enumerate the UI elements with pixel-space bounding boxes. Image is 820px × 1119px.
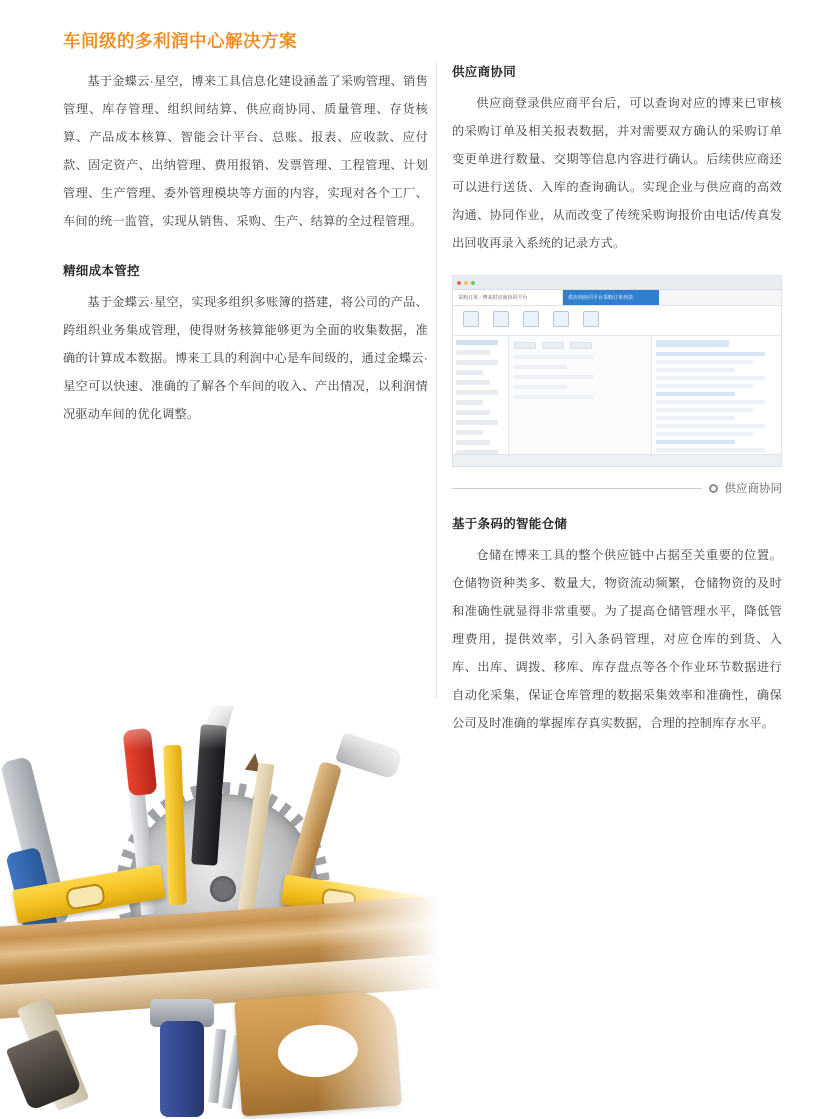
panel-row — [656, 368, 735, 372]
panel-row — [656, 384, 753, 388]
sidebar-row — [456, 370, 483, 375]
column-divider — [436, 62, 437, 762]
panel-row — [656, 424, 765, 428]
cost-control-block — [63, 261, 428, 428]
screw-icon — [208, 1029, 226, 1104]
sidebar-row — [456, 410, 490, 415]
panel-row — [656, 432, 753, 436]
hammer-head-icon — [335, 732, 403, 780]
window-close-dot — [457, 281, 461, 285]
right-column — [452, 62, 782, 755]
grid-row — [514, 365, 567, 369]
window-minimize-dot — [464, 281, 468, 285]
screenshot-sidebar — [453, 336, 509, 466]
screenshot-body — [453, 306, 781, 466]
panel-row — [656, 416, 735, 420]
sidebar-row — [456, 430, 483, 435]
clamp-body-icon — [160, 1021, 204, 1117]
sidebar-row — [456, 390, 498, 395]
sidebar-row — [456, 380, 490, 385]
panel-row — [656, 440, 735, 444]
panel-row — [656, 400, 765, 404]
grid-toolbar-chip — [570, 342, 592, 349]
screenshot-titlebar — [453, 276, 781, 290]
hand-saw-icon — [234, 990, 402, 1117]
panel-row — [656, 376, 765, 380]
screenshot-detail-panel — [651, 336, 781, 466]
supplier-block — [452, 62, 782, 257]
section-paragraph-cost-control: 基于金蝶云·星空，实现多组织多账簿的搭建，将公司的产品、跨组织业务集成管理，使得财务核算能够更为全面的收集数据，准确的计算成本数据。博来工具的利润中心是车间级的，通过金蝶云·星空可以快速、准确的了解各个车间的收入、产出情况，以利润情况驱动车间的优化调整。 — [63, 295, 428, 421]
sidebar-row — [456, 360, 498, 365]
section-heading-warehouse: 基于条码的智能仓储 — [452, 517, 568, 531]
screenshot-statusbar — [453, 454, 781, 466]
caption-bullet-icon — [709, 484, 718, 493]
intro-block — [63, 67, 428, 235]
panel-heading — [656, 340, 729, 347]
section-paragraph-warehouse: 仓储在博来工具的整个供应链中占据至关重要的位置。仓储物资种类多、数量大，物资流动频繁，仓储物资的及时和准确性就显得非常重要。为了提高仓储管理水平，降低管理费用，提供效率，引入条码管理，对应仓库的到货、入库、出库、调拨、移库、库存盘点等各个作业环节数据进行自动化采集，保证仓库管理的数据采集效率和准确性，确保公司及时准确的掌握库存真实数据，合理的控制库存水平。 — [452, 548, 782, 730]
left-column — [63, 28, 428, 454]
intro-paragraph: 基于金蝶云·星空，博来工具信息化建设涵盖了采购管理、销售管理、库存管理、组织间结算、供应商协同、质量管理、存货核算、产品成本核算、智能会计平台、总账、报表、应收款、应付款、固定资产、出纳管理、费用报销、发票管理、工程管理、计划管理、生产管理、委外管理模块等方面的内容，实现对各个工厂、车间的统一监管，实现从销售、采购、生产、结算的全过程管理。 — [63, 74, 428, 228]
panel-row — [656, 360, 753, 364]
section-heading-cost-control: 精细成本管控 — [63, 264, 140, 278]
screenshot-ribbon — [453, 306, 781, 336]
panel-row — [656, 408, 753, 412]
window-maximize-dot — [471, 281, 475, 285]
ribbon-icon-2 — [493, 311, 509, 327]
screenshot-grid — [509, 336, 651, 466]
ribbon-icon-group — [463, 311, 599, 327]
panel-row — [656, 448, 765, 452]
sidebar-row — [456, 440, 490, 445]
screenshot-tab-secondary: 采购订单 - 博来供应商协同平台 — [453, 290, 563, 305]
ribbon-icon-5 — [583, 311, 599, 327]
grid-row — [514, 375, 593, 379]
grid-toolbar-chip — [542, 342, 564, 349]
grid-toolbar — [514, 342, 646, 349]
app-screenshot — [452, 275, 782, 467]
page-title: 车间级的多利润中心解决方案 — [63, 31, 297, 51]
screwdriver-handle-icon — [123, 728, 158, 797]
grid-row — [514, 385, 567, 389]
section-paragraph-supplier: 供应商登录供应商平台后，可以查询对应的博来已审核的采购订单及相关报表数据，并对需要双方确认的采购订单变更单进行数量、交期等信息内容进行确认。后续供应商还可以进行送货、入库的查询确认。实现企业与供应商的高效沟通、协同作业，从而改变了传统采购询报价由电话/传真发出回收再录入系统的记录方式。 — [452, 96, 782, 250]
screenshot-tabbar — [453, 290, 781, 306]
section-heading-supplier: 供应商协同 — [452, 65, 517, 79]
ribbon-icon-1 — [463, 311, 479, 327]
grid-row — [514, 395, 593, 399]
grid-toolbar-chip — [514, 342, 536, 349]
sidebar-row — [456, 400, 483, 405]
ribbon-icon-3 — [523, 311, 539, 327]
figure-supplier-portal — [452, 275, 782, 496]
sidebar-row — [456, 340, 498, 345]
panel-row — [656, 392, 735, 396]
hand-tools-collage-image — [0, 699, 440, 1119]
screenshot-tab-active: 供应商协同平台采购订单列表 — [563, 290, 659, 305]
figure-caption — [452, 480, 782, 496]
panel-row — [656, 352, 765, 356]
ribbon-icon-4 — [553, 311, 569, 327]
sidebar-row — [456, 420, 498, 425]
grid-row — [514, 355, 593, 359]
caption-label: 供应商协同 — [724, 483, 782, 495]
warehouse-block — [452, 514, 782, 737]
caption-leader-line — [452, 488, 702, 489]
sidebar-row — [456, 350, 490, 355]
